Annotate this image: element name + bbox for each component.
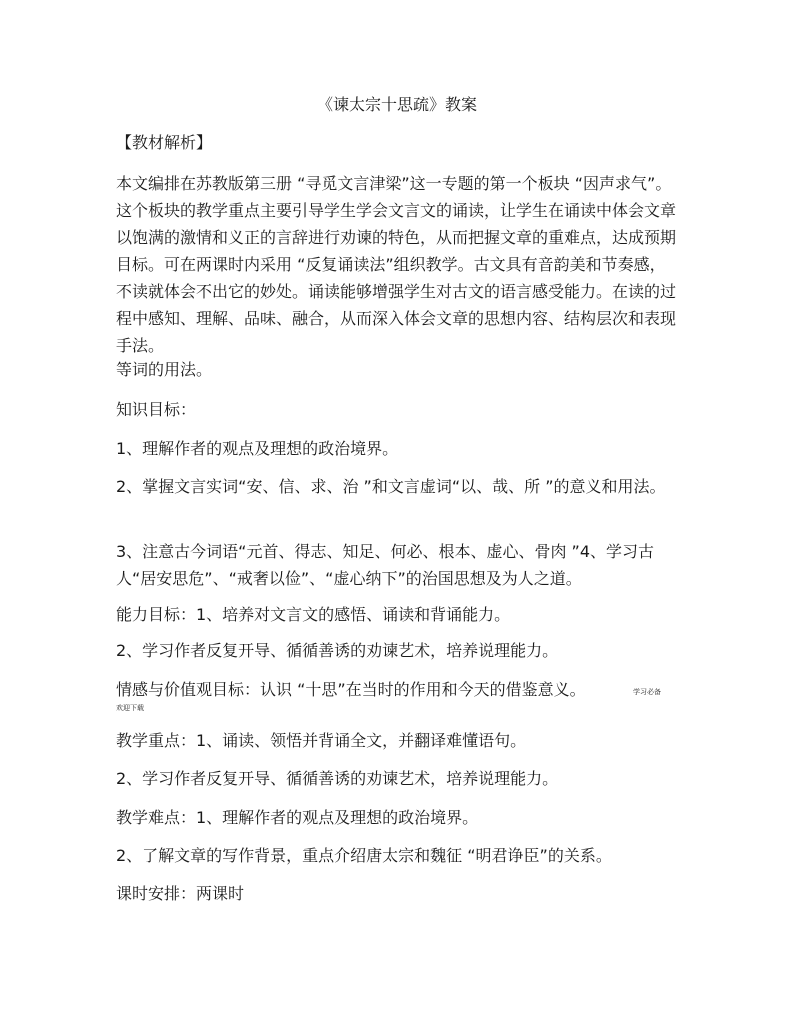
ability-goal-1: 能力目标：1、培养对文言文的感悟、诵读和背诵能力。 [116,605,511,624]
usage-line: 等词的用法。 [116,360,213,379]
knowledge-goal-3-4: 3、注意古今词语“元首、得志、知足、何必、根本、虚心、骨肉 ”4、学习古人“居安思危”、“戒奢以俭”、“虚心纳下”的治国思想及为人之道。 [116,542,655,588]
schedule: 课时安排：两课时 [116,884,245,903]
key-point-1: 教学重点：1、诵读、领悟并背诵全文，并翻译难懂语句。 [116,731,527,750]
knowledge-heading: 知识目标： [116,400,197,419]
knowledge-goal-2: 2、掌握文言实词“安、信、求、治 ”和文言虚词“以、哉、所 ”的意义和用法。 [116,477,666,496]
emotion-goal: 情感与价值观目标：认识 “十思”在当时的作用和今天的借鉴意义。 [116,680,586,699]
watermark-left: 欢迎下载 [116,704,144,712]
key-point-2: 2、学习作者反复开导、循循善诱的劝谏艺术，培养说理能力。 [116,769,559,788]
knowledge-goal-1: 1、理解作者的观点及理想的政治境界。 [116,439,399,458]
watermark-right: 学习必备 [633,688,661,696]
intro-paragraph: 本文编排在苏教版第三册 “寻觅文言津梁”这一专题的第一个板块 “因声求气”。这个板块的教学重点主要引导学生学会文言文的诵读，让学生在诵读中体会文章以饱满的激情和义正的言辞进行劝谏的特色，从而把握文章的重难点，达成预期目标。可在两课时内采用 “反复诵读法”组织教学。古文具有音韵美和节奏感，不读就体会不出它的妙处。诵读能够增强学生对古文的语言感受能力。在读的过程中感知、理解、品味、融合，从而深入体会文章的思想内容、结构层次和表现手法。 [116,174,677,355]
difficulty-2: 2、了解文章的写作背景，重点介绍唐太宗和魏征 “明君诤臣”的关系。 [116,846,612,865]
document-title: 《谏太宗十思疏》教案 [316,95,477,114]
section-heading: 【教材解析】 [116,133,213,152]
difficulty-1: 教学难点：1、理解作者的观点及理想的政治境界。 [116,808,479,827]
ability-goal-2: 2、学习作者反复开导、循循善诱的劝谏艺术，培养说理能力。 [116,641,559,660]
